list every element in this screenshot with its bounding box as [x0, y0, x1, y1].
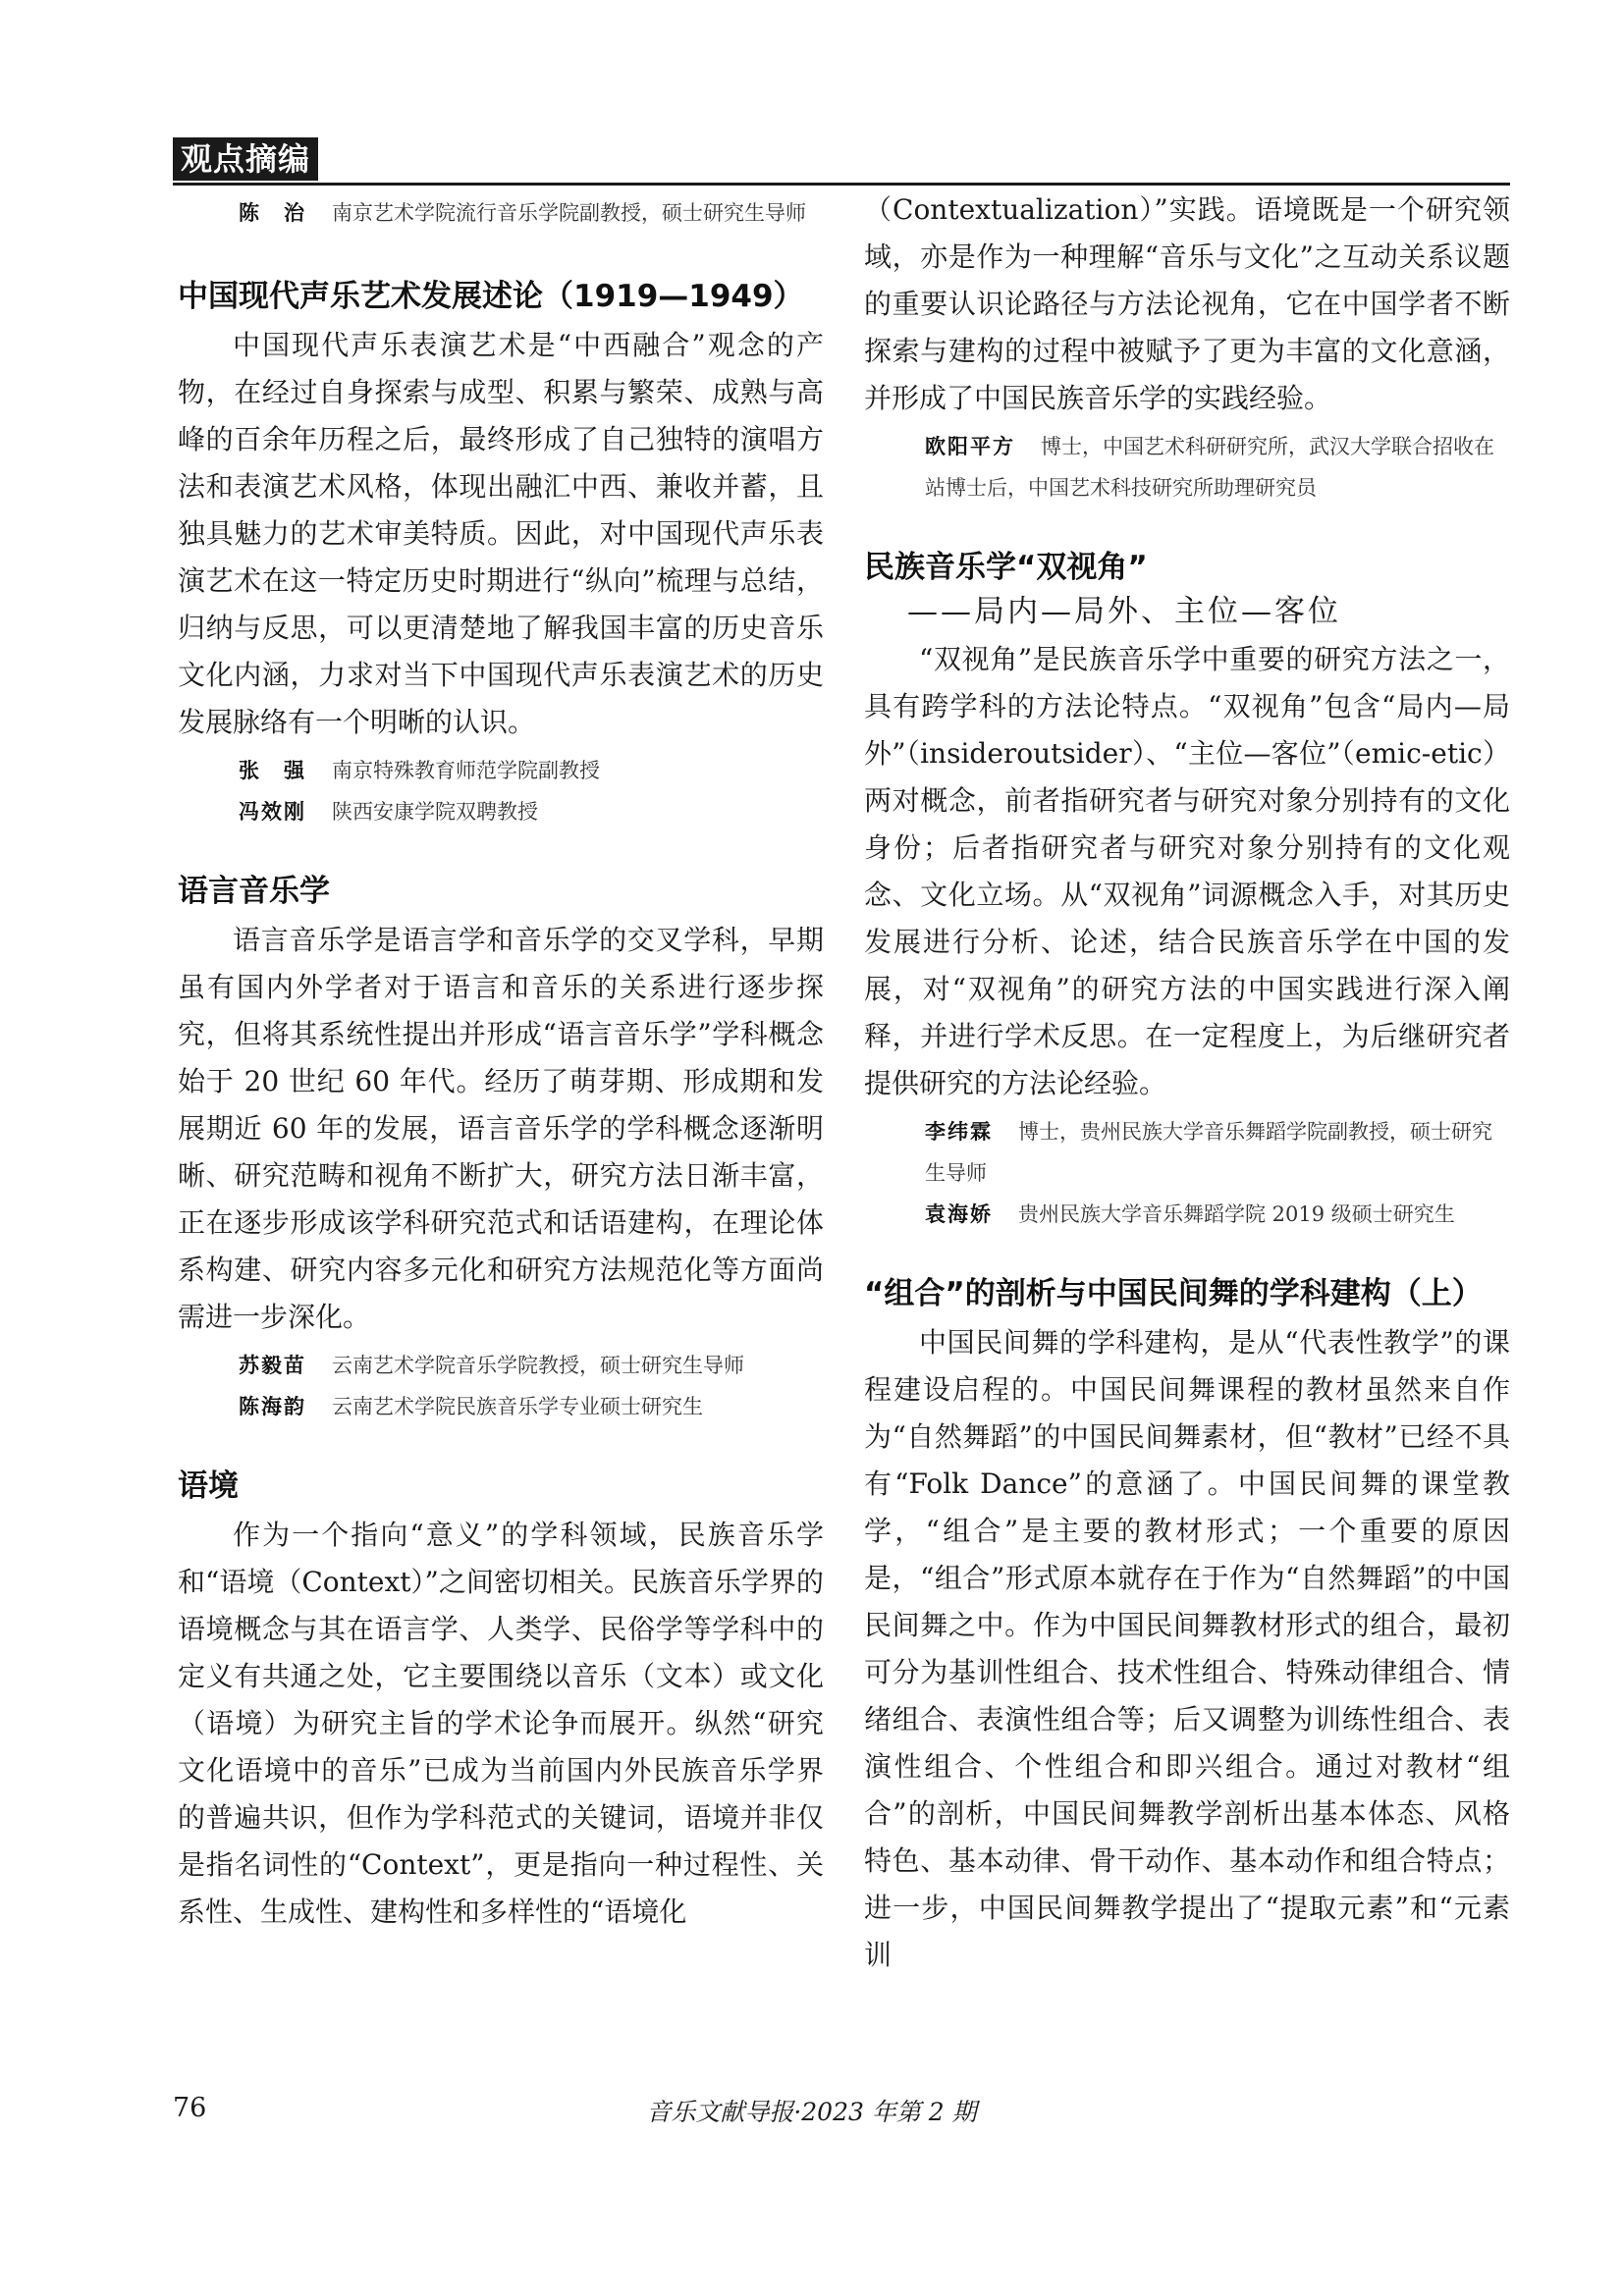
author-affiliation: 云南艺术学院民族音乐学专业硕士研究生 — [332, 1395, 703, 1418]
author-byline — [178, 791, 824, 832]
author-affiliation: 陕西安康学院双聘教授 — [332, 800, 538, 824]
article-title: 语境 — [178, 1468, 239, 1504]
left-column — [178, 192, 824, 1936]
author-name: 陈 治 — [239, 201, 306, 225]
author-byline — [178, 192, 824, 234]
author-byline — [864, 1111, 1510, 1194]
author-affiliation: 南京艺术学院流行音乐学院副教授，硕士研究生导师 — [332, 201, 806, 225]
article-body: 作为一个指向“意义”的学科领域，民族音乐学和“语境（Context）”之间密切相关。民族音乐学界的语境概念与其在语言学、人类学、民俗学等学科中的定义有共通之处，它主要围绕以音乐（文本）或文化（语境）为研究主旨的学术论争而展开。纵然“研究文化语境中的音乐”已成为当前国内外民族音乐学界的普遍共识，但作为学科范式的关键词，语境并非仅是指名词性的“Context”，更是指向一种过程性、关系性、生成性、建构性和多样性的“语境化 — [178, 1519, 824, 1928]
author-name: 张 强 — [239, 759, 306, 782]
author-affiliation: 博士，贵州民族大学音乐舞蹈学院副教授，硕士研究生导师 — [925, 1120, 1492, 1185]
article-body: “双视角”是民族音乐学中重要的研究方法之一，具有跨学科的方法论特点。“双视角”包含“局内—局外”（insideroutsider）、“主位—客位”（emic-etic）两对概念，前者指研究者与研究对象分别持有的文化身份；后者指研究者与研究对象分别持有的文化观念、文化立场。从“双视角”词源概念入手，对其历史发展进行分析、论述，结合民族音乐学在中国的发展，对“双视角”的研究方法的中国实践进行深入阐释，并进行学术反思。在一定程度上，为后继研究者提供研究的方法论经验。 — [864, 643, 1510, 1099]
author-byline — [864, 426, 1510, 508]
section-tag: 观点摘编 — [173, 137, 318, 181]
article-body-continued: （Contextualization）”实践。语境既是一个研究领域，亦是作为一种理解“音乐与文化”之互动关系议题的重要认识论路径与方法论视角，它在中国学者不断探索与建构的过程中被赋予了更为丰富的文化意涵，并形成了中国民族音乐学的实践经验。 — [864, 193, 1510, 414]
article-title: “组合”的剖析与中国民间舞的学科建构（上） — [864, 1276, 1483, 1311]
section-header — [173, 137, 1510, 186]
author-affiliation: 贵州民族大学音乐舞蹈学院 2019 级硕士研究生 — [1018, 1202, 1455, 1226]
author-name: 欧阳平方 — [925, 435, 1015, 458]
article-title: 民族音乐学“双视角” — [864, 550, 1148, 585]
page-number: 76 — [173, 2093, 207, 2123]
author-name: 陈海韵 — [239, 1395, 306, 1418]
article-body: 中国现代声乐表演艺术是“中西融合”观念的产物，在经过自身探索与成型、积累与繁荣、成熟与高峰的百余年历程之后，最终形成了自己独特的演唱方法和表演艺术风格，体现出融汇中西、兼收并蓄，且独具魅力的艺术审美特质。因此，对中国现代声乐表演艺术在这一特定历史时期进行“纵向”梳理与总结，归纳与反思，可以更清楚地了解我国丰富的历史音乐文化内涵，力求对当下中国现代声乐表演艺术的历史发展脉络有一个明晰的认识。 — [178, 329, 824, 738]
author-name: 李纬霖 — [925, 1120, 993, 1144]
author-name: 苏毅苗 — [239, 1354, 306, 1377]
article-subtitle: ——局内—局外、主位—客位 — [907, 594, 1341, 629]
author-affiliation: 云南艺术学院音乐学院教授，硕士研究生导师 — [332, 1354, 744, 1377]
author-name: 袁海娇 — [925, 1202, 993, 1226]
article-title: 中国现代声乐艺术发展述论（1919—1949） — [178, 279, 804, 314]
article-title: 语言音乐学 — [178, 874, 330, 909]
author-byline — [864, 1194, 1510, 1235]
author-byline — [178, 1345, 824, 1386]
journal-footer: 音乐文献导报·2023 年第 2 期 — [646, 2098, 977, 2126]
author-affiliation: 博士，中国艺术科研研究所，武汉大学联合招收在站博士后，中国艺术科技研究所助理研究员 — [925, 435, 1494, 500]
author-name: 冯效刚 — [239, 800, 306, 824]
author-byline — [178, 750, 824, 791]
article-body: 语言音乐学是语言学和音乐学的交叉学科，早期虽有国内外学者对于语言和音乐的关系进行逐步探究，但将其系统性提出并形成“语言音乐学”学科概念始于 20 世纪 60 年代。经历了萌芽期、形成期和发展期近 60 年的发展，语言音乐学的学科概念逐渐明晰、研究范畴和视角不断扩大，研究方法日渐丰富，正在逐步形成该学科研究范式和话语建构，在理论体系构建、研究内容多元化和研究方法规范化等方面尚需进一步深化。 — [178, 924, 824, 1333]
right-column — [864, 192, 1510, 1979]
author-byline — [178, 1386, 824, 1427]
author-affiliation: 南京特殊教育师范学院副教授 — [332, 759, 600, 782]
article-body: 中国民间舞的学科建构，是从“代表性教学”的课程建设启程的。中国民间舞课程的教材虽然来自作为“自然舞蹈”的中国民间舞素材，但“教材”已经不具有“Folk Dance”的意涵了。中国民间舞的课堂教学，“组合”是主要的教材形式；一个重要的原因是，“组合”形式原本就存在于作为“自然舞蹈”的中国民间舞之中。作为中国民间舞教材形式的组合，最初可分为基训性组合、技术性组合、特殊动律组合、情绪组合、表演性组合等；后又调整为训练性组合、表演性组合、个性组合和即兴组合。通过对教材“组合”的剖析，中国民间舞教学剖析出基本体态、风格特色、基本动律、骨干动作、基本动作和组合特点；进一步，中国民间舞教学提出了“提取元素”和“元素训 — [864, 1326, 1510, 1971]
